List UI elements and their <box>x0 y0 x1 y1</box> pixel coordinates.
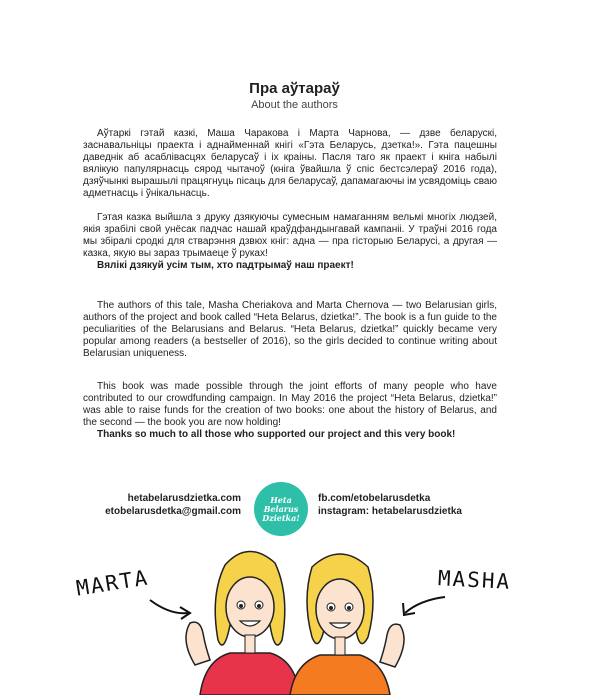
arrow-to-masha <box>405 597 445 613</box>
email-link[interactable]: etobelarusdetka@gmail.com <box>105 506 241 517</box>
logo-line-2: Belarus <box>263 503 299 514</box>
paragraph-english-2 <box>83 381 497 441</box>
name-label-marta: MARTA <box>74 565 151 601</box>
page-subtitle: About the authors <box>251 99 338 111</box>
contacts-right <box>318 492 462 518</box>
paragraph-english-2-text: This book was made possible through the joint efforts of many people who have contributed to our crowdfunding campaign. In May 2016 the project “Heta Belarus, dzietka!” was able to raise funds for the creation of two books: one about the history of Belarus, and the second — the book you are now holding! <box>83 381 497 429</box>
paragraph-english-1: The authors of this tale, Masha Cheriakova and Marta Chernova — two Belarusian girls, authors of the project and book called “Heta Belarus, dzietka!”. The book is a fun guide to the peculiarities of the Belarusians and Belarus. “Heta Belarus, dzietka!” quickly became very popular among readers (a bestseller of 2016), so the girls decided to continue writing about Belarusian uniqueness. <box>83 300 497 360</box>
facebook-link[interactable]: fb.com/etobelarusdetka <box>318 493 431 504</box>
name-label-masha: MASHA <box>437 566 512 594</box>
authors-illustration <box>0 545 589 695</box>
thanks-english: Thanks so much to all those who supported our project and this very book! <box>97 429 456 441</box>
website-link[interactable]: hetabelarusdzietka.com <box>127 493 241 504</box>
heta-belarus-logo <box>254 482 308 536</box>
logo-line-1: Heta <box>270 494 292 505</box>
masha-figure <box>290 554 404 695</box>
paragraph-belarusian-2-text: Гэтая казка выйшла з друку дзякуючы сумесным намаганням вельмі многіх людзей, якія зрабілі свой унёсак падчас нашай краўдфандынгавай кампаніі. У траўні 2016 года мы збіралі сродкі для стварэння дзвюх кніг: адна — пра гісторыю Беларусі, а другая — казка, якую вы зараз трымаеце ў руках! <box>83 212 497 260</box>
marta-figure <box>186 551 300 695</box>
logo-line-3: Dzietka! <box>262 512 300 523</box>
instagram-link[interactable]: instagram: hetabelarusdzietka <box>318 506 462 517</box>
paragraph-belarusian-1: Аўтаркі гэтай казкі, Маша Чаракова і Марта Чарнова, — дзве беларускі, заснавальніцы праекта і аднайменнай кнігі «Гэта Беларусь, дзетка!». Гэта пацешны даведнік аб асаблівасцях беларусаў і іх краіны. Пасля таго як праект і кніга набылі вялікую папулярнасць сярод чытачоў (кніга ўвайшла ў спіс бестсэлераў 2016 года), дзяўчынкі вырашылі працягнуць пісаць для беларусаў, дапамагаючы ім усвядоміць сваю адметнасць і ўнікальнасць. <box>83 128 497 200</box>
paragraph-belarusian-2 <box>83 212 497 272</box>
arrow-to-marta <box>150 600 188 613</box>
page-title: Пра аўтараў <box>249 80 340 97</box>
thanks-belarusian: Вялікі дзякуй усім тым, хто падтрымаў наш праект! <box>97 260 354 272</box>
contacts-left <box>105 492 241 518</box>
